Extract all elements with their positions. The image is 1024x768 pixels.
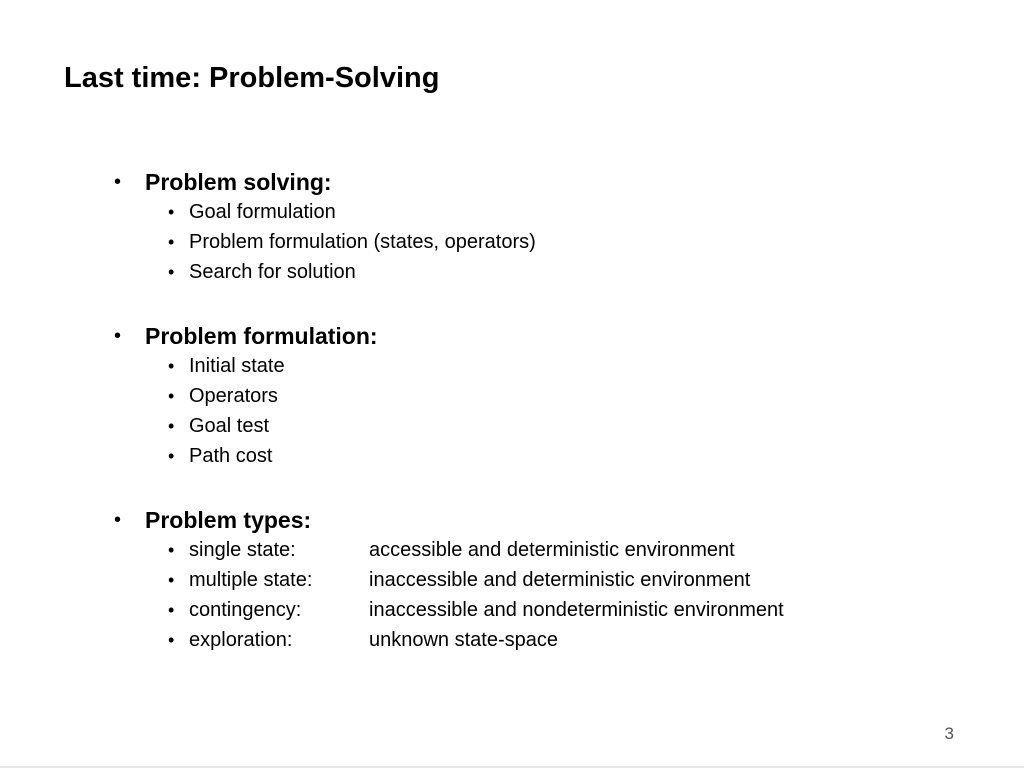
- section-heading: [112, 505, 972, 535]
- section-heading: [112, 167, 972, 197]
- section-problem-formulation: [112, 321, 972, 471]
- list-item-text: Goal test: [189, 415, 270, 437]
- problem-type-description: accessible and deterministic environment: [369, 539, 735, 561]
- list-item: [112, 441, 972, 471]
- list-item-text: Problem formulation (states, operators): [189, 231, 536, 253]
- problem-type-term: exploration:: [189, 629, 293, 651]
- list-item: [112, 535, 972, 565]
- section-problem-types: [112, 505, 972, 655]
- bullet-icon: •: [168, 262, 175, 282]
- list-item: [112, 257, 972, 287]
- bullet-icon: •: [168, 630, 175, 650]
- bullet-icon: •: [168, 356, 175, 376]
- list-item: [112, 411, 972, 441]
- list-item-text: Search for solution: [189, 261, 356, 283]
- problem-type-description: unknown state-space: [369, 629, 559, 651]
- sub-list: [112, 535, 972, 655]
- bullet-icon: •: [114, 325, 122, 347]
- sub-list: [112, 197, 972, 287]
- list-item-text: Path cost: [189, 445, 273, 467]
- slide-content: [112, 167, 972, 655]
- bullet-icon: •: [114, 171, 122, 193]
- list-item: [112, 227, 972, 257]
- list-item: [112, 565, 972, 595]
- list-item-text: Initial state: [189, 355, 285, 377]
- problem-type-term: single state:: [189, 539, 296, 561]
- bullet-icon: •: [168, 202, 175, 222]
- page-number: 3: [944, 724, 954, 743]
- problem-type-description: inaccessible and nondeterministic environment: [369, 599, 784, 621]
- list-item-text: Goal formulation: [189, 201, 336, 223]
- slide-title: Last time: Problem-Solving: [64, 62, 440, 94]
- bullet-icon: •: [168, 446, 175, 466]
- list-item: [112, 625, 972, 655]
- sub-list: [112, 351, 972, 471]
- list-item-text: Operators: [189, 385, 278, 407]
- list-item: [112, 351, 972, 381]
- section-heading-label: Problem solving:: [145, 169, 332, 195]
- problem-type-term: contingency:: [189, 599, 302, 621]
- bullet-icon: •: [168, 232, 175, 252]
- bullet-icon: •: [114, 509, 122, 531]
- list-item: [112, 197, 972, 227]
- bullet-icon: •: [168, 600, 175, 620]
- section-heading-label: Problem types:: [145, 507, 312, 533]
- bullet-icon: •: [168, 570, 175, 590]
- problem-type-description: inaccessible and deterministic environment: [369, 569, 751, 591]
- bullet-icon: •: [168, 416, 175, 436]
- section-heading-label: Problem formulation:: [145, 323, 378, 349]
- bullet-icon: •: [168, 540, 175, 560]
- section-heading: [112, 321, 972, 351]
- problem-type-term: multiple state:: [189, 569, 313, 591]
- list-item: [112, 381, 972, 411]
- section-problem-solving: [112, 167, 972, 287]
- list-item: [112, 595, 972, 625]
- bullet-icon: •: [168, 386, 175, 406]
